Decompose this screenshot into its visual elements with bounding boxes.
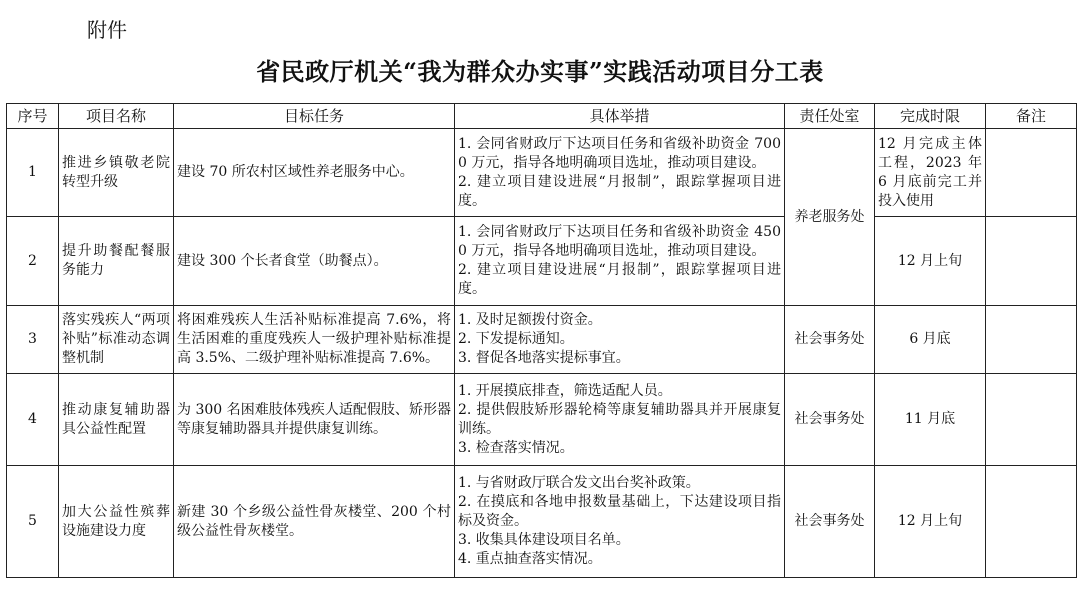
row-note: [986, 217, 1077, 306]
table-row: [7, 129, 1077, 217]
row-dept: 养老服务处: [785, 129, 875, 306]
row-name: 提升助餐配餐服务能力: [59, 217, 174, 306]
row-dept: 社会事务处: [785, 466, 875, 578]
measure-item: 2. 建立项目建设进展“月报制”，跟踪掌握项目进度。: [458, 262, 781, 297]
table-row: [7, 306, 1077, 374]
table-row: [7, 466, 1077, 578]
row-name: 推进乡镇敬老院转型升级: [59, 129, 174, 217]
measure-item: 2. 建立项目建设进展“月报制”，跟踪掌握项目进度。: [458, 173, 781, 209]
row-deadline: 12 月上旬: [875, 466, 986, 578]
measure-item: 1. 开展摸底排查，筛选适配人员。: [458, 382, 672, 399]
measure-item: 3. 收集具体建设项目名单。: [458, 532, 630, 548]
row-target: 新建 30 个乡级公益性骨灰楼堂、200 个村级公益性骨灰楼堂。: [174, 466, 455, 578]
row-no: 4: [7, 374, 59, 466]
measure-item: 2. 提供假肢矫形器轮椅等康复辅助器具并开展康复训练。: [458, 401, 781, 437]
measure-item: 1. 与省财政厅联合发文出台奖补政策。: [458, 475, 700, 491]
row-no: 1: [7, 129, 59, 217]
row-name: 推动康复辅助器具公益性配置: [59, 374, 174, 466]
row-name: 加大公益性殡葬设施建设力度: [59, 466, 174, 578]
row-no: 5: [7, 466, 59, 578]
row-note: [986, 466, 1077, 578]
measure-item: 1. 会同省财政厅下达项目任务和省级补助资金 4500 万元，指导各地明确项目选址，推动项目建设。: [458, 224, 781, 259]
row-deadline: 6 月底: [875, 306, 986, 374]
measure-item: 4. 重点抽查落实情况。: [458, 551, 602, 567]
row-target: 将困难残疾人生活补贴标准提高 7.6%，将生活困难的重度残疾人一级护理补贴标准提高 3.5%、二级护理补贴标准提高 7.6%。: [174, 306, 455, 374]
row-measures: [455, 306, 785, 374]
measure-item: 3. 督促各地落实提标事宜。: [458, 350, 630, 366]
column-header-no: 序号: [7, 104, 59, 129]
row-target: 建设 300 个长者食堂（助餐点）。: [174, 217, 455, 306]
row-dept: 社会事务处: [785, 374, 875, 466]
column-header-name: 项目名称: [59, 104, 174, 129]
column-header-measures: 具体举措: [455, 104, 785, 129]
row-measures: [455, 374, 785, 466]
measure-item: 1. 会同省财政厅下达项目任务和省级补助资金 7000 万元，指导各地明确项目选址，推动项目建设。: [458, 135, 781, 171]
row-target: 为 300 名困难肢体残疾人适配假肢、矫形器等康复辅助器具并提供康复训练。: [174, 374, 455, 466]
row-note: [986, 129, 1077, 217]
column-header-target: 目标任务: [174, 104, 455, 129]
row-target: 建设 70 所农村区域性养老服务中心。: [174, 129, 455, 217]
measure-item: 1. 及时足额拨付资金。: [458, 312, 602, 328]
measure-item: 2. 在摸底和各地申报数量基础上，下达建设项目指标及资金。: [458, 494, 781, 529]
row-measures: [455, 129, 785, 217]
row-name: 落实残疾人“两项补贴”标准动态调整机制: [59, 306, 174, 374]
table-row: [7, 374, 1077, 466]
row-deadline: 11 月底: [875, 374, 986, 466]
row-dept: 社会事务处: [785, 306, 875, 374]
column-header-dept: 责任处室: [785, 104, 875, 129]
column-header-note: 备注: [986, 104, 1077, 129]
row-measures: [455, 217, 785, 306]
attachment-label: 附件: [87, 18, 127, 42]
page-title: 省民政厅机关“我为群众办实事”实践活动项目分工表: [256, 57, 824, 86]
project-table: [6, 103, 1077, 578]
measure-item: 3. 检查落实情况。: [458, 439, 574, 456]
measure-item: 2. 下发提标通知。: [458, 331, 574, 347]
table-header-row: [7, 104, 1077, 129]
column-header-deadline: 完成时限: [875, 104, 986, 129]
row-measures: [455, 466, 785, 578]
row-note: [986, 306, 1077, 374]
table-row: [7, 217, 1077, 306]
row-deadline: 12 月上旬: [875, 217, 986, 306]
row-note: [986, 374, 1077, 466]
row-deadline: 12 月完成主体工程，2023 年 6 月底前完工并投入使用: [875, 129, 986, 217]
row-no: 3: [7, 306, 59, 374]
row-no: 2: [7, 217, 59, 306]
